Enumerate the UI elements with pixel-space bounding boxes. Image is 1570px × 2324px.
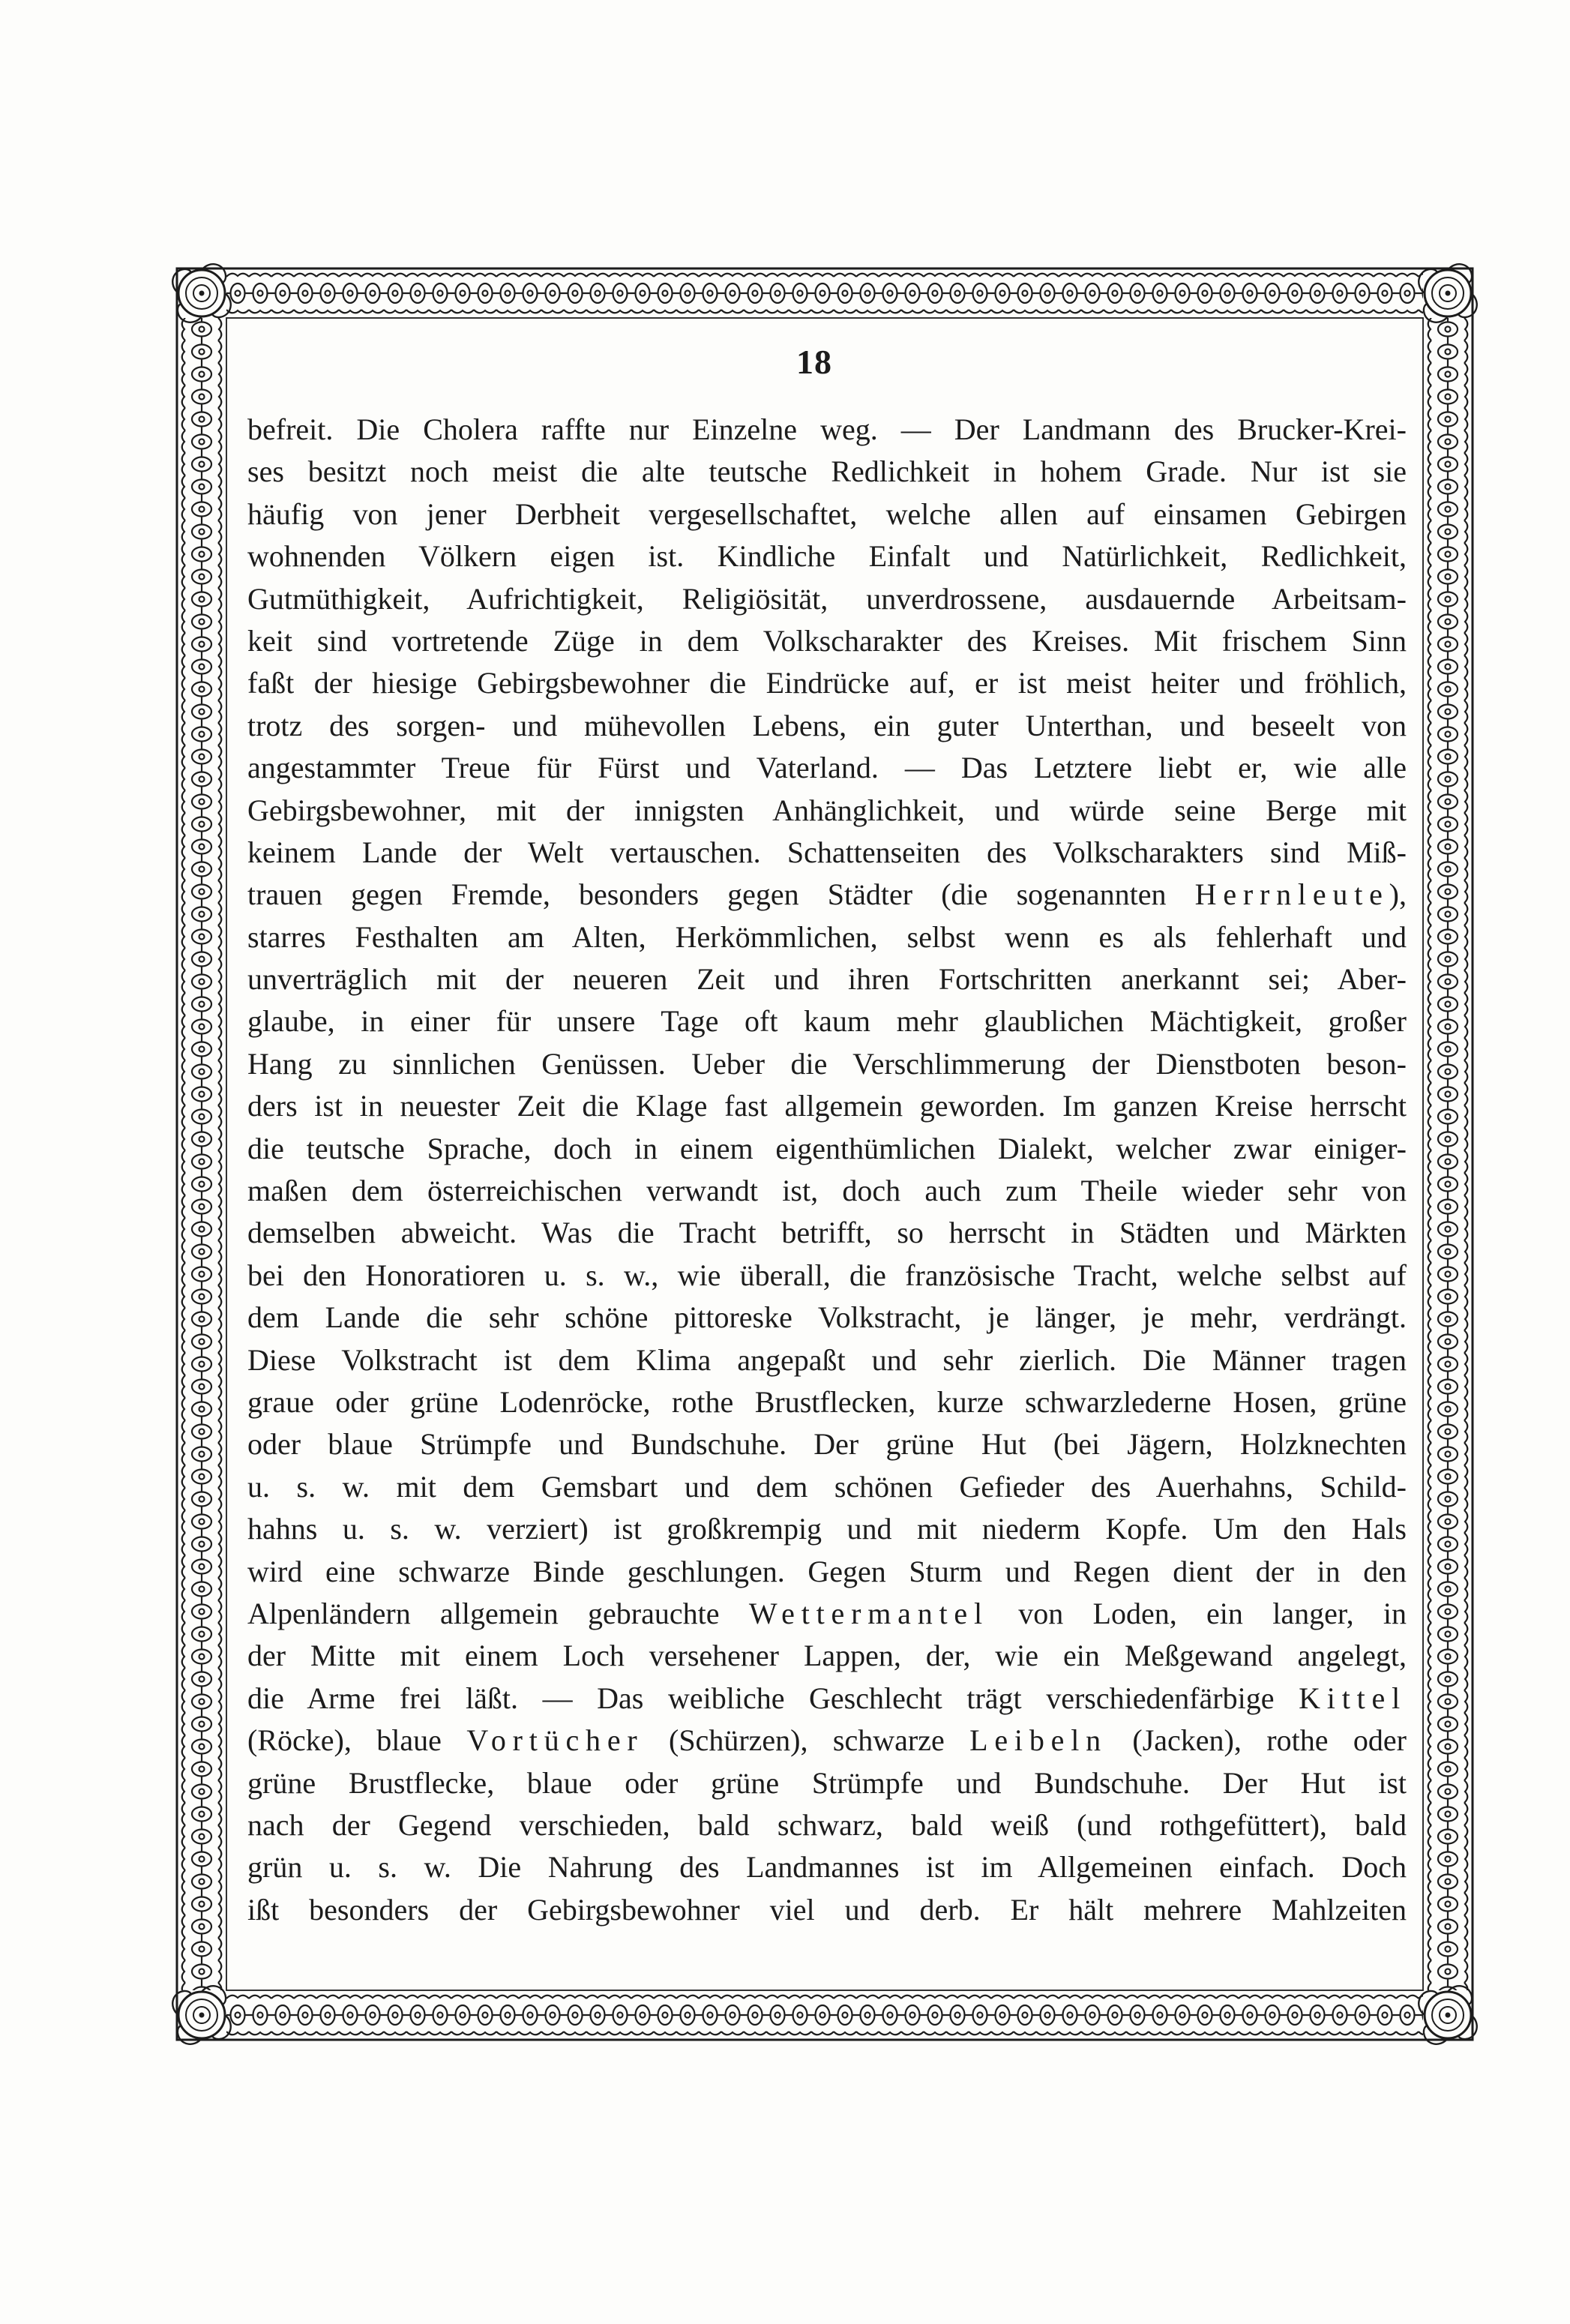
text-run: von Loden, ein langer, in <box>988 1596 1407 1630</box>
text-line: starres Festhalten am Alten, Herkömmlichen, selbst wenn es als fehlerhaft und <box>247 919 1407 954</box>
text-line: unverträglich mit der neueren Zeit und ihren Fortschritten anerkannt sei; Aber- <box>247 962 1407 997</box>
text-line: keinem Lande der Welt vertauschen. Schattenseiten des Volkscharakters sind Miß- <box>247 835 1407 869</box>
text-line: maßen dem österreichischen verwandt ist, doch auch zum Theile wieder sehr von <box>247 1174 1407 1208</box>
text-line: u. s. w. mit dem Gemsbart und dem schönen Gefieder des Auerhahns, Schild- <box>247 1469 1407 1504</box>
text-line: bei den Honoratioren u. s. w., wie überall, die französische Tracht, welche selbst auf <box>247 1258 1407 1292</box>
border-top-band <box>226 268 1423 318</box>
text-line: häufig von jener Derbheit vergesellschaftet, welche allen auf einsamen Gebirgen <box>247 496 1407 531</box>
page-number: 18 <box>796 343 832 381</box>
text-run: die Arme frei läßt. — Das weibliche Geschlecht trägt verschiedenfärbige <box>247 1681 1299 1715</box>
text-line: grün u. s. w. Die Nahrung des Landmannes ist im Allgemeinen einfach. Doch <box>247 1850 1407 1885</box>
text-run: (Jacken), rothe oder <box>1107 1723 1407 1758</box>
corner-ornament-top-left <box>172 264 231 322</box>
text-run: ), <box>1389 877 1407 912</box>
text-line: grüne Brustflecke, blaue oder grüne Strümpfe und Bundschuhe. Der Hut ist <box>247 1765 1407 1800</box>
text-line: nach der Gegend verschieden, bald schwarz, bald weiß (und rothgefüttert), bald <box>247 1807 1407 1842</box>
text-line: angestammter Treue für Fürst und Vaterland. — Das Letztere liebt er, wie alle <box>247 751 1407 785</box>
text-line: der Mitte mit einem Loch versehener Lappen, der, wie ein Meßgewand angelegt, <box>247 1639 1407 1673</box>
text-line: dem Lande die sehr schöne pittoreske Volkstracht, je länger, je mehr, verdrängt. <box>247 1300 1407 1335</box>
border-right-band <box>1423 318 1473 1990</box>
text-line <box>247 1720 1407 1762</box>
text-line: graue oder grüne Lodenröcke, rothe Brustflecken, kurze schwarzlederne Hosen, grüne <box>247 1384 1407 1419</box>
text-line: faßt der hiesige Gebirgsbewohner die Eindrücke auf, er ist meist heiter und fröhlich, <box>247 666 1407 700</box>
spaced-emphasis: Herrnleute <box>1194 877 1389 912</box>
spaced-emphasis: Leibeln <box>969 1723 1107 1758</box>
corner-ornament-top-right <box>1419 264 1477 322</box>
text-line <box>247 1678 1407 1720</box>
body-text <box>247 409 1407 1931</box>
text-run: (Röcke), blaue <box>247 1723 467 1758</box>
border-bottom-band <box>226 1990 1423 2040</box>
text-line: Gutmüthigkeit, Aufrichtigkeit, Religiösität, unverdrossene, ausdauernde Arbeitsam- <box>247 581 1407 616</box>
text-line: wohnenden Völkern eigen ist. Kindliche Einfalt und Natürlichkeit, Redlichkeit, <box>247 539 1407 574</box>
text-line: ses besitzt noch meist die alte teutsche Redlichkeit in hohem Grade. Nur ist sie <box>247 454 1407 489</box>
text-line: oder blaue Strümpfe und Bundschuhe. Der grüne Hut (bei Jägern, Holzknechten <box>247 1427 1407 1462</box>
spaced-emphasis: Kittel <box>1299 1681 1407 1715</box>
text-line: Gebirgsbewohner, mit der innigsten Anhänglichkeit, und würde seine Berge mit <box>247 793 1407 827</box>
text-run: (Schürzen), schwarze <box>643 1723 970 1758</box>
text-line <box>247 874 1407 916</box>
text-line: Hang zu sinnlichen Genüssen. Ueber die Verschlimmerung der Dienstboten beson- <box>247 1046 1407 1081</box>
text-line: wird eine schwarze Binde geschlungen. Gegen Sturm und Regen dient der in den <box>247 1554 1407 1588</box>
text-line: hahns u. s. w. verziert) ist großkrempig und mit niederm Kopfe. Um den Hals <box>247 1512 1407 1546</box>
spaced-emphasis: Vortücher <box>466 1723 644 1758</box>
text-run: trauen gegen Fremde, besonders gegen Städter (die sogenannten <box>247 877 1195 912</box>
text-line: die teutsche Sprache, doch in einem eigenthümlichen Dialekt, welcher zwar einiger- <box>247 1131 1407 1165</box>
spaced-emphasis: Wettermantel <box>748 1596 989 1630</box>
text-line: ders ist in neuester Zeit die Klage fast allgemein geworden. Im ganzen Kreise herrscht <box>247 1089 1407 1123</box>
corner-ornament-bottom-right <box>1419 1986 1477 2044</box>
text-run: Alpenländern allgemein gebrauchte <box>247 1596 749 1630</box>
text-line: keit sind vortretende Züge in dem Volkscharakter des Kreises. Mit frischem Sinn <box>247 623 1407 658</box>
text-line: demselben abweicht. Was die Tracht betrifft, so herrscht in Städten und Märkten <box>247 1216 1407 1250</box>
text-line: Diese Volkstracht ist dem Klima angepaßt und sehr zierlich. Die Männer tragen <box>247 1342 1407 1377</box>
border-left-band <box>177 318 226 1990</box>
text-line: trotz des sorgen- und mühevollen Lebens, ein guter Unterthan, und beseelt von <box>247 708 1407 742</box>
corner-ornament-bottom-left <box>172 1986 231 2044</box>
text-line: befreit. Die Cholera raffte nur Einzelne weg. — Der Landmann des Brucker-Krei- <box>247 412 1407 446</box>
text-line: glaube, in einer für unsere Tage oft kaum mehr glaublichen Mächtigkeit, großer <box>247 1004 1407 1039</box>
text-line <box>247 1593 1407 1635</box>
text-line: ißt besonders der Gebirgsbewohner viel und derb. Er hält mehrere Mahlzeiten <box>247 1892 1407 1927</box>
